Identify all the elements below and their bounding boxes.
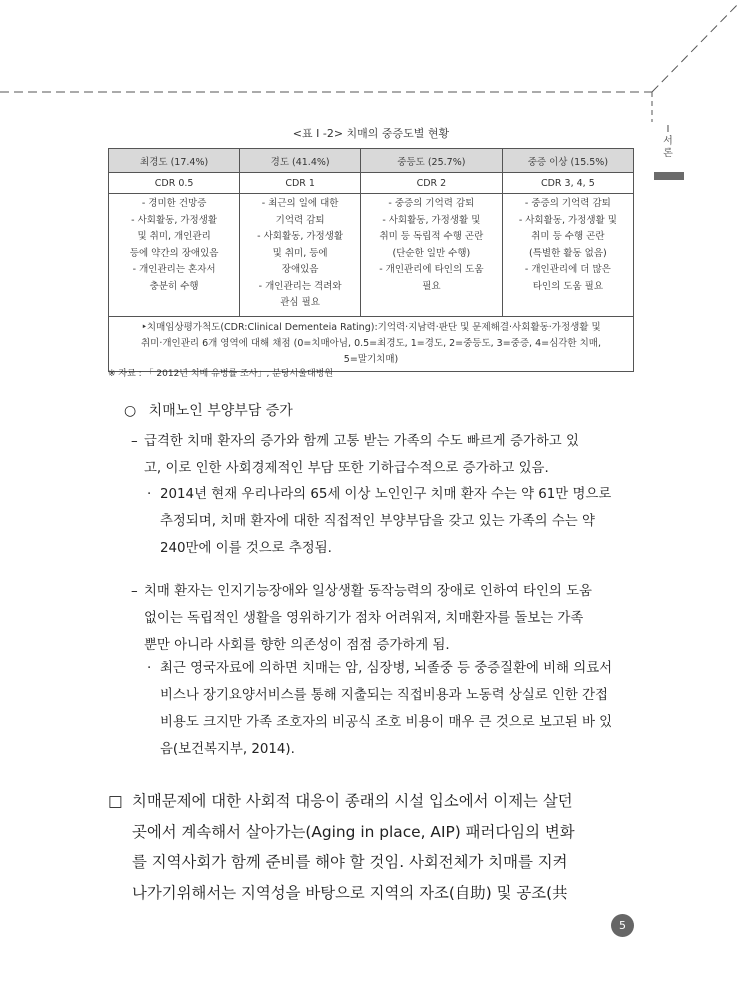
description-line: - 사회활동, 가정생활 및 — [518, 214, 617, 226]
chapter-title-char-2: 론 — [663, 148, 673, 159]
header-cell: 중등도 (25.7%) — [361, 149, 503, 173]
description-line: - 사회활동, 가정생활 및 — [382, 214, 481, 226]
description-line: 기억력 감퇴 — [275, 214, 325, 226]
note-line: ‣치매임상평가척도(CDR:Clinical Dementeia Rating):기억력·지남력·판단 및 문제해결·사회활동·가정생활 및 — [141, 322, 601, 333]
cdr-cell: CDR 0.5 — [109, 173, 240, 194]
note-line: 5=말기치매) — [343, 354, 399, 365]
dash-bullet-icon: – — [131, 584, 138, 599]
description-line: - 개인관리에 더 많은 — [524, 264, 611, 275]
header-cell: 경도 (41.4%) — [240, 149, 361, 173]
square-bullet-icon: □ — [108, 792, 123, 810]
section-heading-text: 치매노인 부양부담 증가 — [148, 403, 293, 419]
dash-item-text — [144, 428, 635, 482]
table-header-row — [109, 149, 634, 173]
chapter-tab-bar — [654, 172, 684, 180]
description-row — [109, 194, 634, 317]
section-heading — [124, 400, 293, 420]
circle-bullet-icon: ○ — [124, 403, 137, 419]
dot-item-2 — [147, 655, 635, 763]
description-line: - 중증의 기억력 감퇴 — [524, 198, 611, 209]
description-line: - 개인관리는 혼자서 — [132, 264, 216, 275]
text-line: 없이는 독립적인 생활을 영위하기가 점차 어려워져, 치매환자를 돌보는 가족 — [144, 611, 584, 626]
chapter-number: I — [666, 124, 670, 135]
text-line: 나가기위해서는 지역성을 바탕으로 지역의 자조(自助) 및 공조(共 — [132, 883, 568, 902]
cdr-level-row — [109, 173, 634, 194]
text-line: 곳에서 계속해서 살아가는(Aging in place, AIP) 패러다임의 변화 — [132, 822, 575, 841]
description-line: 취미 등 독립적 수행 곤란 — [379, 231, 484, 242]
cdr-cell: CDR 2 — [361, 173, 503, 194]
text-line: 240만에 이를 것으로 추정됨. — [160, 541, 332, 556]
text-line: 비스나 장기요양서비스를 통해 지출되는 직접비용과 노동력 상실로 인한 간접 — [160, 688, 608, 703]
description-line: - 최근의 일에 대한 — [261, 198, 339, 209]
description-cell — [502, 194, 633, 317]
cdr-cell: CDR 1 — [240, 173, 361, 194]
text-line: 치매 환자는 인지기능장애와 일상생활 동작능력의 장애로 인하여 타인의 도움 — [144, 584, 592, 599]
chapter-tab — [656, 124, 680, 160]
dash-item-text — [144, 578, 635, 659]
description-line: 충분히 수행 — [149, 280, 199, 292]
description-line: 관심 필요 — [280, 297, 320, 308]
dot-item-text — [160, 481, 635, 562]
text-line: 추정되며, 치매 환자에 대한 직접적인 부양부담을 갖고 있는 가족의 수는 약 — [160, 514, 595, 529]
description-line: 장애있음 — [281, 264, 319, 275]
description-line: 타인의 도움 필요 — [532, 280, 604, 292]
table-caption: <표 Ⅰ -2> 치매의 중증도별 현황 — [292, 127, 450, 140]
description-line: - 사회활동, 가정생활 — [257, 231, 344, 242]
description-line: 등에 약간의 장애있음 — [129, 247, 219, 259]
square-bullet-paragraph — [108, 786, 635, 908]
dash-item-1 — [131, 428, 635, 482]
text-line: 2014년 현재 우리나라의 65세 이상 노인인구 치매 환자 수는 약 61만 명으로 — [160, 487, 612, 502]
note-line: 취미·개인관리 6개 영역에 대해 채점 (0=치매아님, 0.5=최경도, 1=경도, 2=중등도, 3=중증, 4=심각한 치매, — [140, 338, 602, 349]
chapter-title-char-1: 서 — [663, 136, 673, 147]
text-line: 급격한 치매 환자의 증가와 함께 고통 받는 가족의 수도 빠르게 증가하고 있 — [144, 434, 579, 449]
header-cell: 최경도 (17.4%) — [109, 149, 240, 173]
description-line: - 개인관리에 타인의 도움 — [379, 264, 484, 275]
table-note — [109, 317, 634, 372]
text-line: 최근 영국자료에 의하면 치매는 암, 심장병, 뇌졸중 등 중증질환에 비해 의료서 — [160, 661, 613, 676]
text-line: 를 지역사회가 함께 준비를 해야 할 것임. 사회전체가 치매를 지켜 — [132, 853, 568, 871]
description-line: 필요 — [422, 280, 441, 292]
description-line: 및 취미, 등에 — [272, 247, 328, 259]
dot-item-text — [160, 655, 635, 763]
description-line: - 개인관리는 격려와 — [258, 280, 342, 292]
description-line: - 사회활동, 가정생활 — [131, 214, 218, 226]
description-line: - 중증의 기억력 감퇴 — [388, 198, 475, 209]
dot-bullet-icon: · — [147, 661, 152, 676]
page-number: 5 — [611, 914, 634, 937]
table-note-row — [109, 317, 634, 372]
description-line: 및 취미, 개인관리 — [137, 231, 211, 242]
dot-bullet-icon: · — [147, 487, 152, 502]
header-cell: 중증 이상 (15.5%) — [502, 149, 633, 173]
dash-item-2 — [131, 578, 635, 659]
table-source: ※ 자료 : 「 2012년 치매 유병률 조사」, 분당서울대병원 — [108, 369, 334, 379]
square-paragraph-text — [132, 786, 635, 908]
text-line: 비용도 크지만 가족 조호자의 비공식 조호 비용이 매우 큰 것으로 보고된 바 있 — [160, 715, 613, 730]
dash-bullet-icon: – — [131, 434, 138, 449]
dementia-severity-table — [108, 148, 634, 372]
dot-item-1 — [147, 481, 635, 562]
text-line: 치매문제에 대한 사회적 대응이 종래의 시설 입소에서 이제는 살던 — [132, 792, 573, 810]
description-cell — [109, 194, 240, 317]
text-line: 뿐만 아니라 사회를 향한 의존성이 점점 증가하게 됨. — [144, 638, 450, 653]
description-cell — [361, 194, 503, 317]
text-line: 고, 이로 인한 사회경제적인 부담 또한 기하급수적으로 증가하고 있음. — [144, 461, 549, 476]
description-line: 취미 등 수행 곤란 — [531, 231, 605, 242]
description-line: (단순한 일만 수행) — [392, 247, 471, 259]
description-cell — [240, 194, 361, 317]
cdr-cell: CDR 3, 4, 5 — [502, 173, 633, 194]
description-line: (특별한 활동 없음) — [529, 247, 607, 259]
text-line: 음(보건복지부, 2014). — [160, 742, 295, 757]
description-line: - 경미한 건망증 — [141, 198, 207, 209]
